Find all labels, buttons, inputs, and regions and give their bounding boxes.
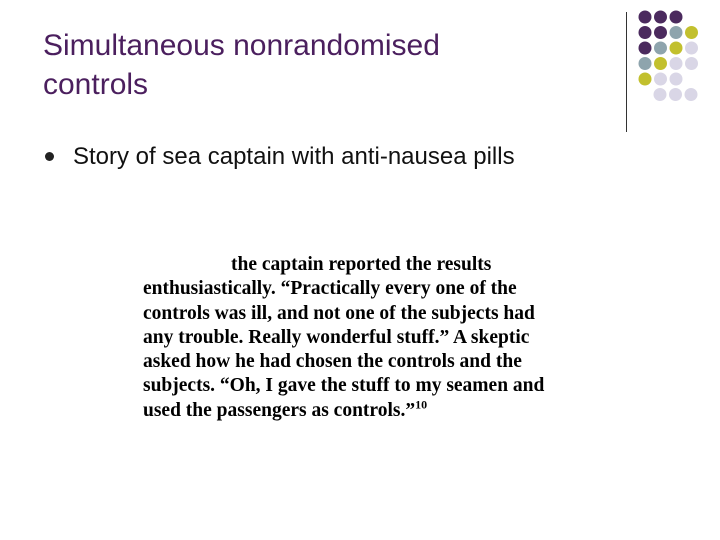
decorative-dot (670, 57, 683, 70)
bullet-text: Story of sea captain with anti-nausea pills (73, 143, 515, 170)
decorative-dot (639, 26, 652, 39)
slide-title-line-1: Simultaneous nonrandomised (43, 29, 440, 62)
decorative-dot (669, 88, 682, 101)
quote-excerpt (143, 253, 613, 423)
decorative-dot (685, 42, 698, 55)
quote-line: enthusiastically. “Practically every one of the (143, 278, 517, 300)
bullet-item (45, 143, 645, 173)
quote-line: subjects. “Oh, I gave the stuff to my seamen and (143, 375, 545, 397)
decorative-dot (654, 26, 667, 39)
decorative-dot (685, 26, 698, 39)
quote-line: controls was ill, and not one of the subjects had (143, 302, 535, 324)
decorative-dot (670, 26, 683, 39)
decorative-dot (654, 42, 667, 55)
decorative-dot-grid (0, 0, 720, 120)
quote-line: asked how he had chosen the controls and the (143, 351, 522, 373)
decorative-dot (654, 57, 667, 70)
quote-line: the captain reported the results (231, 254, 492, 275)
decorative-dot (670, 42, 683, 55)
decorative-dot (639, 11, 652, 24)
decorative-dot (670, 11, 683, 24)
decorative-dot (654, 11, 667, 24)
decorative-dot (670, 73, 683, 86)
decorative-dot (639, 73, 652, 86)
footnote-marker: 10 (415, 397, 428, 412)
decorative-dot (685, 88, 698, 101)
decorative-dot (639, 42, 652, 55)
decorative-dot (654, 73, 667, 86)
bullet-dot-icon (45, 152, 54, 161)
decorative-dot (639, 57, 652, 70)
quote-last-line (143, 399, 613, 423)
quote-line: any trouble. Really wonderful stuff.” A skeptic (143, 326, 530, 348)
quote-line-text: used the passengers as controls.” (143, 399, 416, 421)
decorative-dot (685, 57, 698, 70)
decorative-dot (654, 88, 667, 101)
slide-title-line-2: controls (43, 68, 149, 101)
